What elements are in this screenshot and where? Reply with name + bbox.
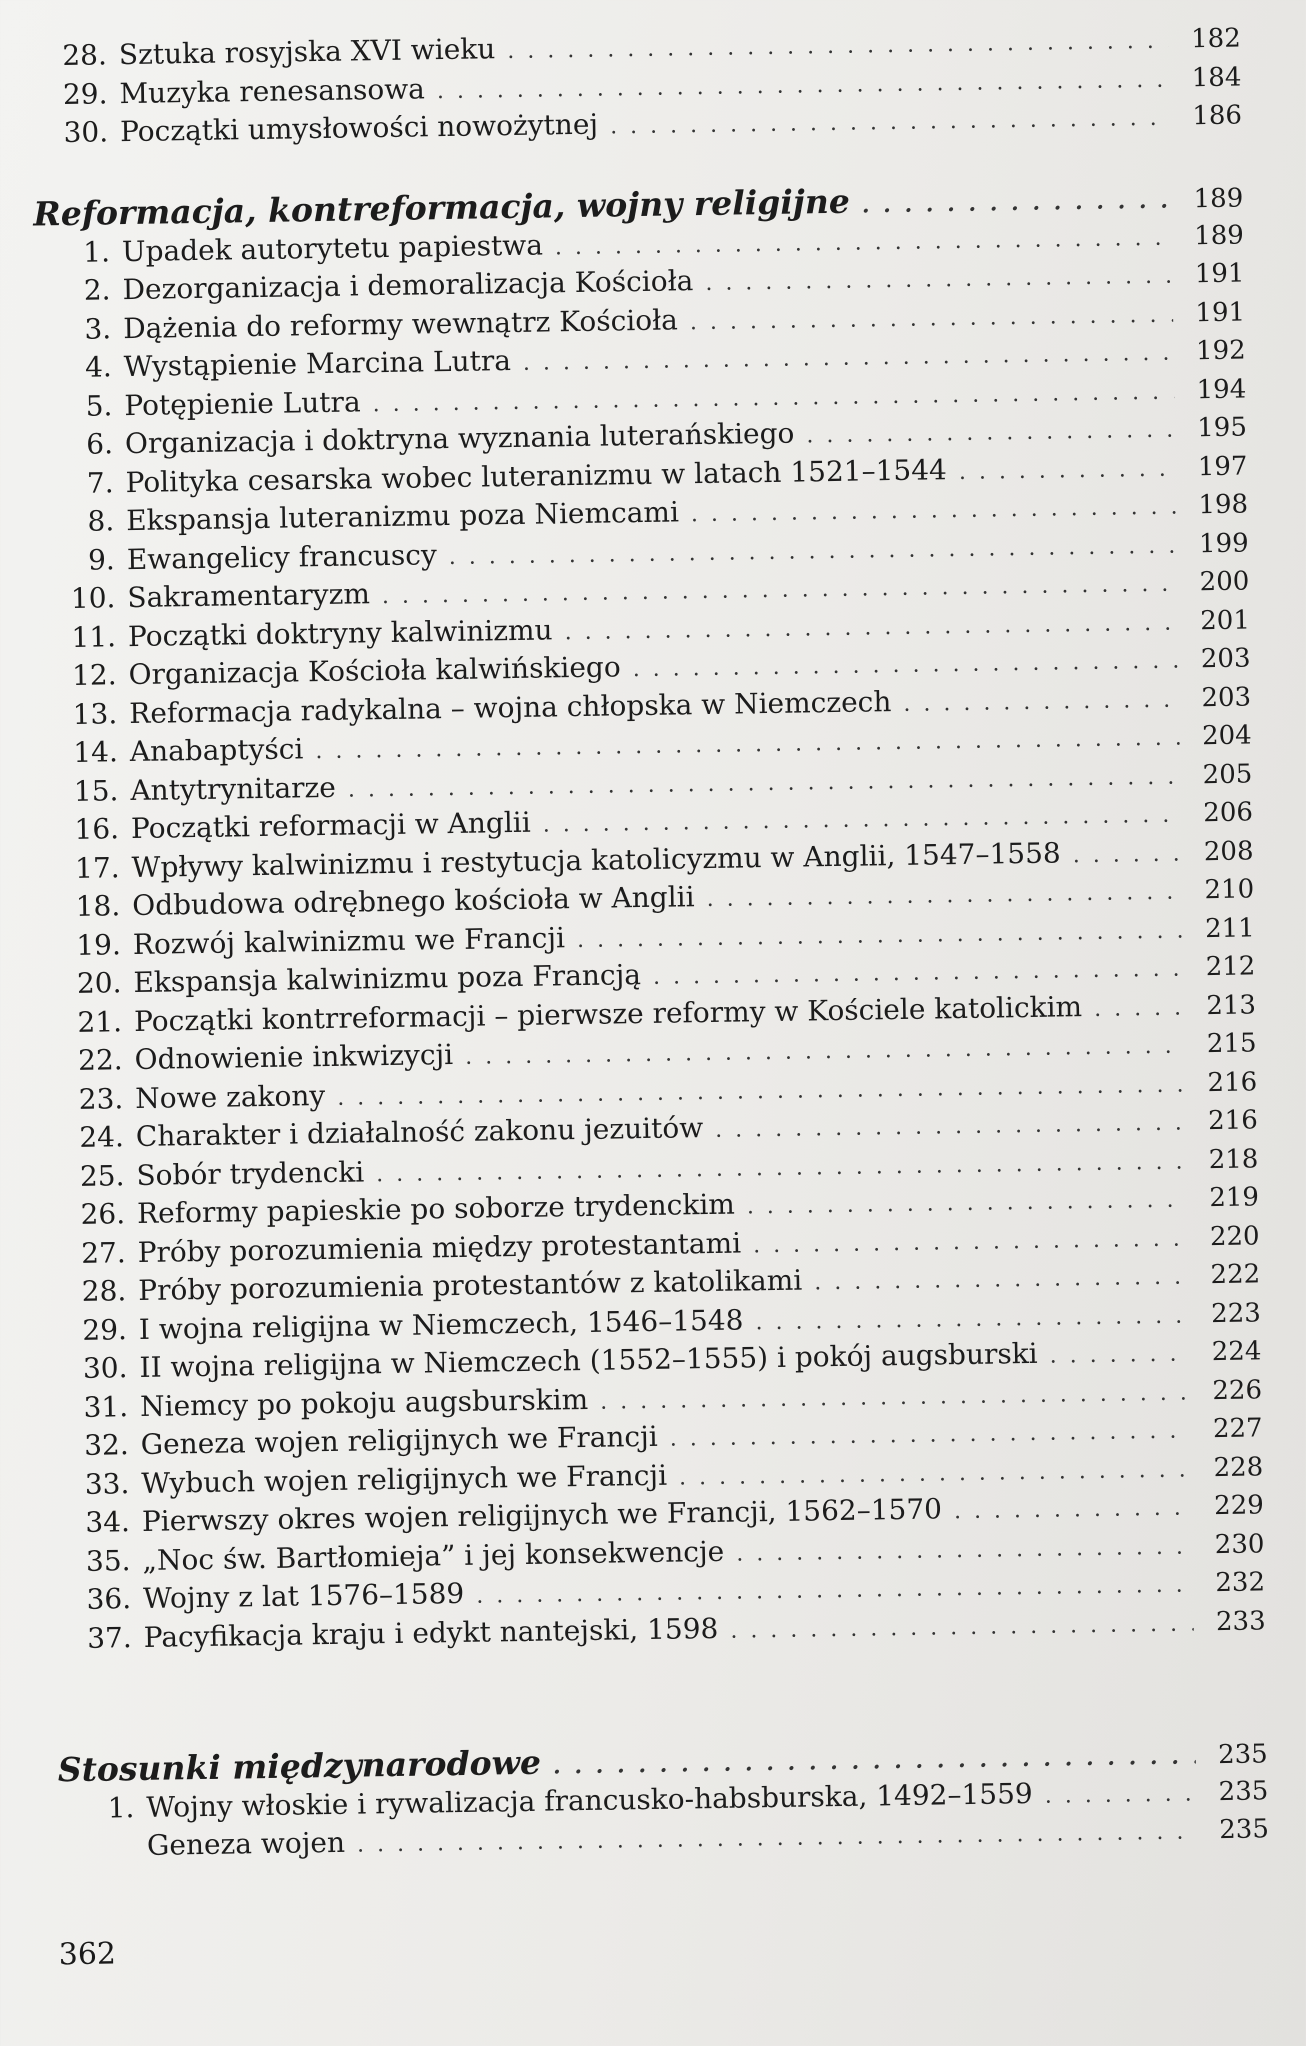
entry-title: Organizacja i doktryna wyznania luterańskiego <box>124 416 795 461</box>
entry-page: 200 <box>1199 566 1250 598</box>
entry-number: 7. <box>86 465 114 500</box>
entry-title: Potępienie Lutra <box>124 384 361 422</box>
entry-number: 30. <box>63 115 109 150</box>
entry-page: 197 <box>1197 450 1248 482</box>
dot-leader <box>814 1258 1189 1302</box>
entry-title: Pierwszy okres wojen religijnych we Francji, 1562–1570 <box>141 1492 943 1538</box>
entry-title: Początki doktryny kalwinizmu <box>127 612 553 653</box>
entry-title: Ekspansja luteranizmu poza Niemcami <box>125 495 680 538</box>
entry-title: Wystąpienie Marcina Lutra <box>123 344 512 384</box>
entry-title: Upadek autorytetu papiestwa <box>121 228 544 268</box>
entry-title: „Noc św. Bartłomieja” i jej konsekwencje <box>142 1534 725 1577</box>
toc-section-reformacja <box>33 176 1266 1658</box>
entry-title: Nowe zakony <box>135 1078 326 1115</box>
entry-page: 208 <box>1203 835 1254 867</box>
entry-title: Wojny włoskie i rywalizacja francusko-habsburska, 1492–1559 <box>146 1776 1033 1824</box>
entry-number: 18. <box>75 889 121 923</box>
entry-page: 212 <box>1205 951 1256 983</box>
entry-page: 195 <box>1196 412 1248 444</box>
entry-number: 11. <box>71 619 117 654</box>
entry-page: 211 <box>1204 912 1255 944</box>
entry-number: 22. <box>77 1043 123 1077</box>
entry-page: 230 <box>1214 1528 1265 1560</box>
dot-leader <box>610 100 1171 147</box>
entry-number: 5. <box>85 388 113 423</box>
entry-page: 219 <box>1209 1182 1260 1214</box>
entry-page: 210 <box>1204 874 1255 906</box>
entry-number: 2. <box>83 273 111 307</box>
entry-number: 14. <box>73 735 119 769</box>
entry-title: Odbudowa odrębnego kościoła w Anglii <box>131 880 695 923</box>
dot-leader <box>1049 1335 1189 1376</box>
entry-number: 9. <box>87 542 116 577</box>
entry-number: 25. <box>79 1158 125 1193</box>
entry-title: Pacyfikacja kraju i edykt nantejski, 1598 <box>143 1611 719 1654</box>
toc-section-continuation <box>31 19 1243 153</box>
entry-number: 21. <box>77 1004 123 1039</box>
entry-number: 26. <box>80 1197 126 1231</box>
entry-page: 194 <box>1196 373 1247 405</box>
entry-page: 215 <box>1206 1028 1257 1060</box>
toc-section-stosunki <box>58 1732 1270 1866</box>
entry-number: 24. <box>79 1120 125 1154</box>
entry-page: 206 <box>1203 797 1254 829</box>
entry-title: Geneza wojen <box>146 1825 346 1862</box>
entry-number: 3. <box>84 311 112 346</box>
entry-number: 28. <box>62 38 108 73</box>
entry-page: 228 <box>1213 1451 1264 1483</box>
entry-page: 184 <box>1191 62 1242 93</box>
section-heading-title: Reformacja, kontreformacja, wojny religijne <box>33 181 851 234</box>
dot-leader <box>730 1605 1194 1651</box>
entry-number: 4. <box>84 350 113 384</box>
entry-number: 20. <box>76 966 122 1000</box>
entry-page: 182 <box>1190 23 1241 55</box>
entry-title: II wojna religijna w Niemczech (1552–1555) i pokój augsburski <box>139 1336 1038 1384</box>
entry-number: 10. <box>70 581 116 615</box>
entry-title: Sztuka rosyjska XVI wieku <box>118 32 496 72</box>
entry-page: 216 <box>1207 1105 1258 1137</box>
entry-title: Antytrynitarze <box>130 770 337 807</box>
entry-number: 28. <box>81 1274 127 1308</box>
entry-page: 203 <box>1201 681 1252 713</box>
entry-page: 205 <box>1202 758 1253 790</box>
dot-leader <box>903 681 1179 724</box>
entry-page: 218 <box>1208 1143 1259 1175</box>
entry-title: Próby porozumienia między protestantami <box>137 1226 742 1269</box>
entry-number: 1. <box>107 1790 135 1825</box>
entry-title: Ewangelicy francuscy <box>126 537 438 576</box>
entry-page: 191 <box>1195 296 1246 328</box>
dot-leader <box>954 1489 1192 1531</box>
entry-page: 186 <box>1192 100 1243 132</box>
entry-title: I wojna religijna w Niemczech, 1546–1548 <box>138 1302 744 1346</box>
entry-number <box>59 1855 147 1856</box>
entry-title: Początki reformacji w Anglii <box>130 805 531 846</box>
section-heading-title: Stosunki międzynarodowe <box>57 1742 542 1790</box>
entry-title: Wojny z lat 1576–1589 <box>142 1576 465 1615</box>
entry-page: 224 <box>1211 1336 1262 1368</box>
entry-number: 29. <box>62 76 108 111</box>
entry-page: 199 <box>1198 527 1249 559</box>
entry-page: 235 <box>1218 1775 1269 1807</box>
entry-title: Wybuch wojen religijnych we Francji <box>141 1458 668 1500</box>
entry-page: 191 <box>1194 258 1245 290</box>
entry-number: 12. <box>71 658 117 692</box>
entry-number: 36. <box>86 1582 132 1616</box>
entry-title: Charakter i działalność zakonu jezuitów <box>135 1111 704 1154</box>
entry-number: 33. <box>84 1466 130 1501</box>
entry-number: 1. <box>82 234 111 269</box>
entry-number: 34. <box>85 1505 131 1539</box>
page-number: 362 <box>58 1936 117 1973</box>
dot-leader <box>806 412 1175 456</box>
entry-title: Dezorganizacja i demoralizacja Kościoła <box>122 264 694 307</box>
entry-page: 189 <box>1193 219 1245 251</box>
section-heading-page: 189 <box>1193 183 1244 215</box>
entry-title: Anabaptyści <box>129 732 304 769</box>
entry-page: 213 <box>1206 989 1257 1021</box>
entry-title: Odnowienie inkwizycji <box>134 1038 454 1077</box>
entry-page: 227 <box>1212 1413 1263 1445</box>
entry-title: Próby porozumienia protestantów z katolikami <box>138 1263 803 1307</box>
entry-page: 222 <box>1210 1259 1261 1291</box>
entry-title: Sakramentaryzm <box>127 577 371 615</box>
entry-title: Polityka cesarska wobec luteranizmu w latach 1521–1544 <box>125 452 948 499</box>
entry-number: 19. <box>76 927 122 962</box>
entry-number: 17. <box>74 850 120 885</box>
entry-page: 226 <box>1212 1374 1263 1406</box>
dot-leader <box>862 182 1172 225</box>
dot-leader <box>1044 1775 1196 1816</box>
entry-title: Sobór trydencki <box>136 1154 365 1192</box>
entry-title: Niemcy po pokoju augsburskim <box>139 1382 589 1423</box>
entry-number: 29. <box>82 1312 128 1347</box>
entry-page: 201 <box>1200 604 1251 636</box>
entry-number: 31. <box>83 1389 129 1424</box>
entry-title: Muzyka renesansowa <box>119 71 426 110</box>
entry-title: Geneza wojen religijnych we Francji <box>140 1419 658 1461</box>
entry-page: 204 <box>1201 720 1252 752</box>
dot-leader <box>1094 989 1184 1029</box>
toc-entry-list <box>34 215 1266 1658</box>
entry-page: 233 <box>1215 1605 1266 1637</box>
entry-number: 15. <box>73 773 119 808</box>
entry-title: Organizacja Kościoła kalwińskiego <box>128 650 621 692</box>
entry-page: 229 <box>1213 1490 1265 1522</box>
entry-page: 192 <box>1195 335 1246 367</box>
entry-number: 27. <box>80 1235 126 1270</box>
dot-leader <box>959 450 1176 492</box>
entry-number: 8. <box>87 504 115 538</box>
dot-leader <box>1072 835 1181 875</box>
entry-title: Reformy papieskie po soborze trydenckim <box>136 1187 736 1230</box>
entry-number: 35. <box>85 1543 131 1578</box>
entry-page: 220 <box>1209 1220 1260 1252</box>
entry-number: 23. <box>78 1081 124 1116</box>
entry-page: 203 <box>1200 643 1251 675</box>
entry-page: 223 <box>1210 1297 1262 1329</box>
entry-number: 30. <box>82 1351 128 1385</box>
entry-title: Dążenia do reformy wewnątrz Kościoła <box>122 302 679 345</box>
entry-title: Wpływy kalwinizmu i restytucja katolicyzmu w Anglii, 1547–1558 <box>131 835 1061 884</box>
entry-number: 32. <box>83 1428 129 1462</box>
entry-page: 216 <box>1207 1066 1258 1098</box>
entry-title: Początki umysłowości nowożytnej <box>119 107 599 149</box>
section-heading-page: 235 <box>1217 1739 1268 1771</box>
entry-number: 6. <box>86 427 114 461</box>
entry-title: Reformacja radykalna – wojna chłopska w Niemczech <box>128 684 892 730</box>
entry-title: Początki kontrreformacji – pierwsze reformy w Kościele katolickim <box>133 989 1083 1038</box>
entry-title: Rozwój kalwinizmu we Francji <box>132 920 566 961</box>
entry-page: 232 <box>1215 1567 1266 1599</box>
entry-number: 37. <box>86 1620 132 1655</box>
entry-title: Ekspansja kalwinizmu poza Francją <box>133 958 642 1000</box>
entry-number: 13. <box>72 696 118 731</box>
entry-page: 235 <box>1219 1814 1270 1846</box>
entry-page: 198 <box>1198 489 1249 521</box>
entry-number: 16. <box>74 812 120 846</box>
